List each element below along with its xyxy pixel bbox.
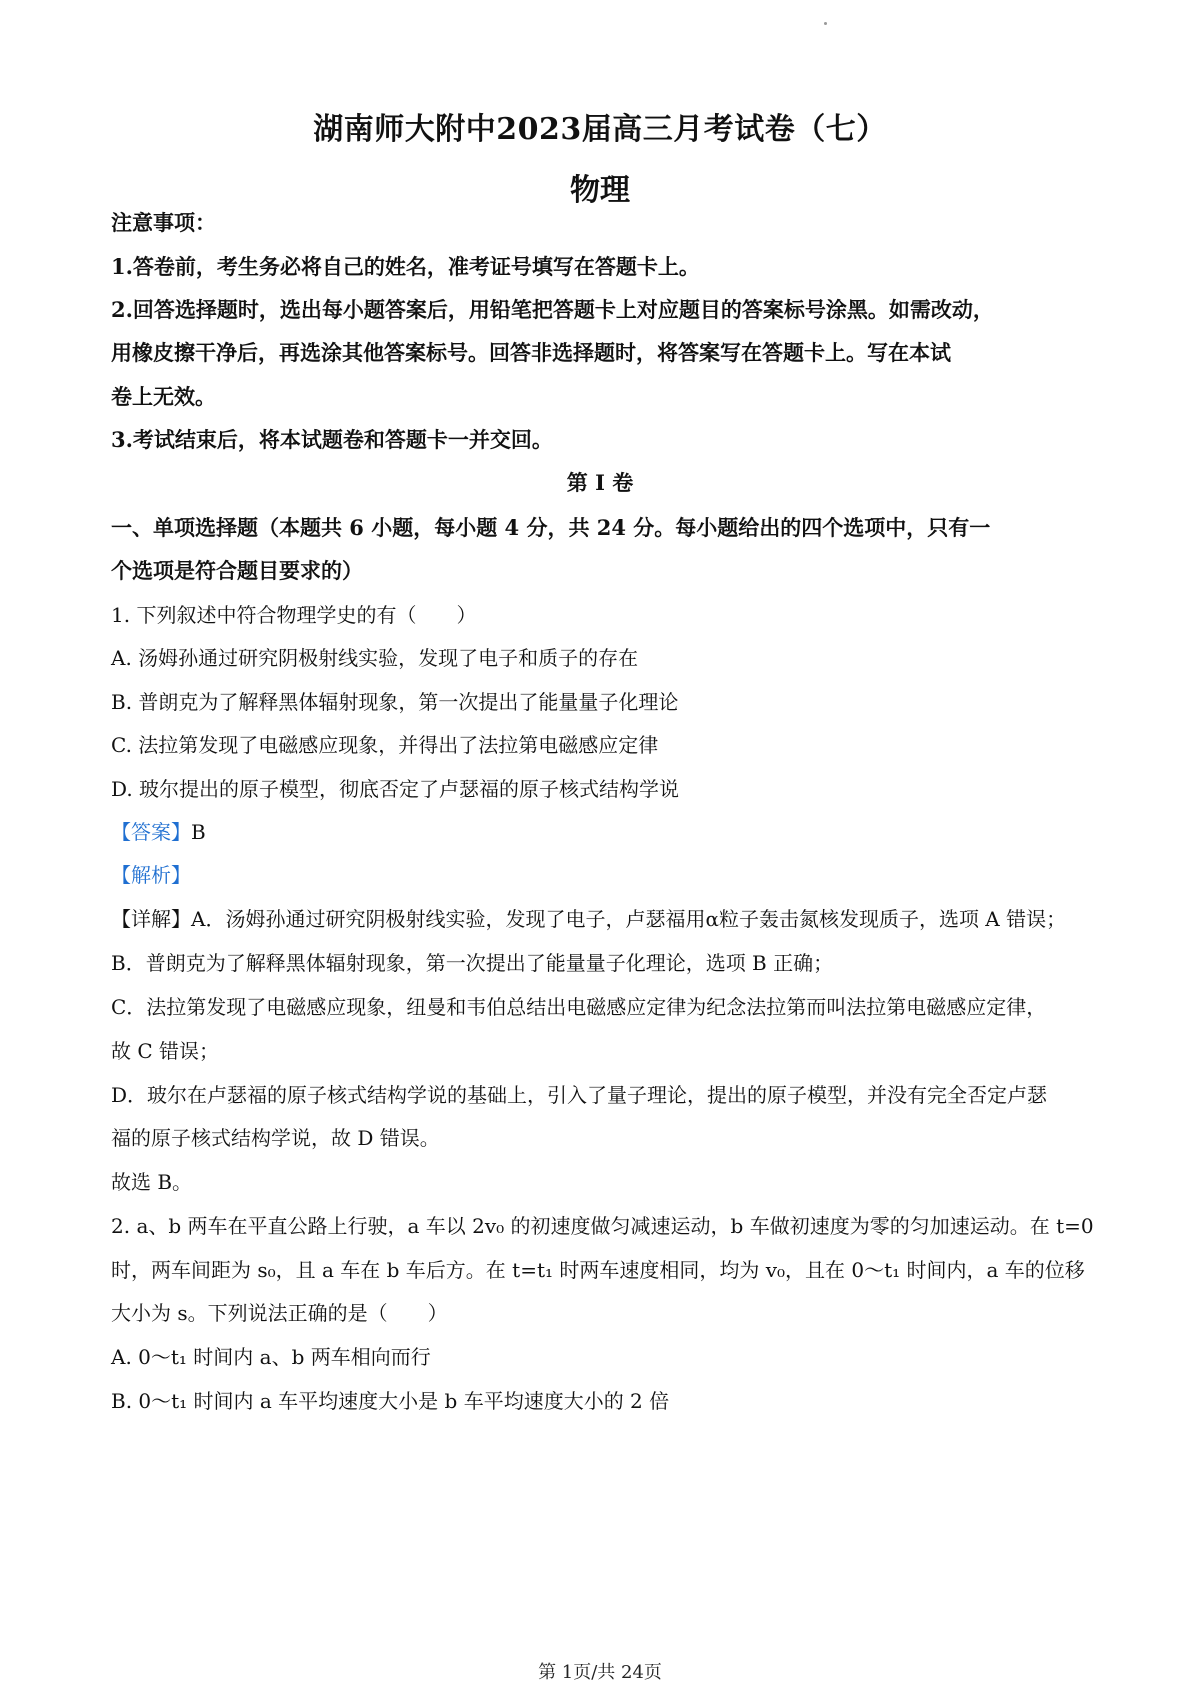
question-2-option-a: A. 0～t₁ 时间内 a、b 两车相向而行 — [111, 1345, 431, 1369]
question-2-stem: 时，两车间距为 s₀，且 a 车在 b 车后方。在 t=t₁ 时两车速度相同，均为 v₀，且在 0～t₁ 时间内，a 车的位移 — [111, 1258, 1085, 1282]
notice-line: 1.答卷前，考生务必将自己的姓名，准考证号填写在答题卡上。 — [111, 254, 700, 279]
question-1-stem: 1. 下列叙述中符合物理学史的有（ ） — [111, 603, 477, 627]
question-2-option-b: B. 0～t₁ 时间内 a 车平均速度大小是 b 车平均速度大小的 2 倍 — [111, 1389, 670, 1413]
detail-line: D．玻尔在卢瑟福的原子核式结构学说的基础上，引入了量子理论，提出的原子模型，并没有完全否定卢瑟 — [111, 1083, 1048, 1107]
notice-line: 用橡皮擦干净后，再选涂其他答案标号。回答非选择题时，将答案写在答题卡上。写在本试 — [111, 340, 951, 365]
detail-line: 福的原子核式结构学说，故 D 错误。 — [111, 1126, 440, 1150]
section-heading: 一、单项选择题（本题共 6 小题，每小题 4 分，共 24 分。每小题给出的四个选项中，只有一 — [111, 515, 991, 540]
answer-value: B — [191, 820, 206, 844]
detail-line: 故 C 错误； — [111, 1039, 220, 1063]
question-2-stem: 2. a、b 两车在平直公路上行驶，a 车以 2v₀ 的初速度做匀减速运动，b 车做初速度为零的匀加速运动。在 t=0 — [111, 1214, 1094, 1238]
volume-heading: 第 I 卷 — [566, 470, 634, 495]
question-1-option-a: A. 汤姆孙通过研究阴极射线实验，发现了电子和质子的存在 — [111, 646, 639, 670]
subject-title: 物理 — [570, 173, 630, 208]
notice-heading: 注意事项： — [111, 210, 216, 235]
notice-line: 卷上无效。 — [111, 384, 216, 409]
question-2-stem: 大小为 s。下列说法正确的是（ ） — [111, 1301, 448, 1325]
detail-line: 【详解】A．汤姆孙通过研究阴极射线实验，发现了电子，卢瑟福用α粒子轰击氮核发现质子，选项 A 错误； — [111, 907, 1067, 931]
analysis-label: 【解析】 — [111, 863, 191, 887]
question-1-option-c: C. 法拉第发现了电磁感应现象，并得出了法拉第电磁感应定律 — [111, 733, 659, 757]
section-heading: 个选项是符合题目要求的） — [111, 558, 363, 583]
notice-line: 3.考试结束后，将本试题卷和答题卡一并交回。 — [111, 427, 553, 452]
notice-line: 2.回答选择题时，选出每小题答案后，用铅笔把答题卡上对应题目的答案标号涂黑。如需改动， — [111, 297, 994, 322]
detail-line: B．普朗克为了解释黑体辐射现象，第一次提出了能量量子化理论，选项 B 正确； — [111, 951, 834, 975]
scan-dot — [824, 22, 827, 25]
answer-label: 【答案】 — [111, 820, 191, 844]
question-1-option-b: B. 普朗克为了解释黑体辐射现象，第一次提出了能量量子化理论 — [111, 690, 679, 714]
page-footer: 第 1页/共 24页 — [538, 1662, 662, 1683]
answer-row — [111, 817, 1101, 847]
question-1-option-d: D. 玻尔提出的原子模型，彻底否定了卢瑟福的原子核式结构学说 — [111, 777, 680, 801]
exam-title: 湖南师大附中2023届高三月考试卷（七） — [313, 112, 887, 147]
detail-line: 故选 B。 — [111, 1170, 193, 1194]
detail-line: C．法拉第发现了电磁感应现象，纽曼和韦伯总结出电磁感应定律为纪念法拉第而叫法拉第电磁感应定律， — [111, 995, 1047, 1019]
